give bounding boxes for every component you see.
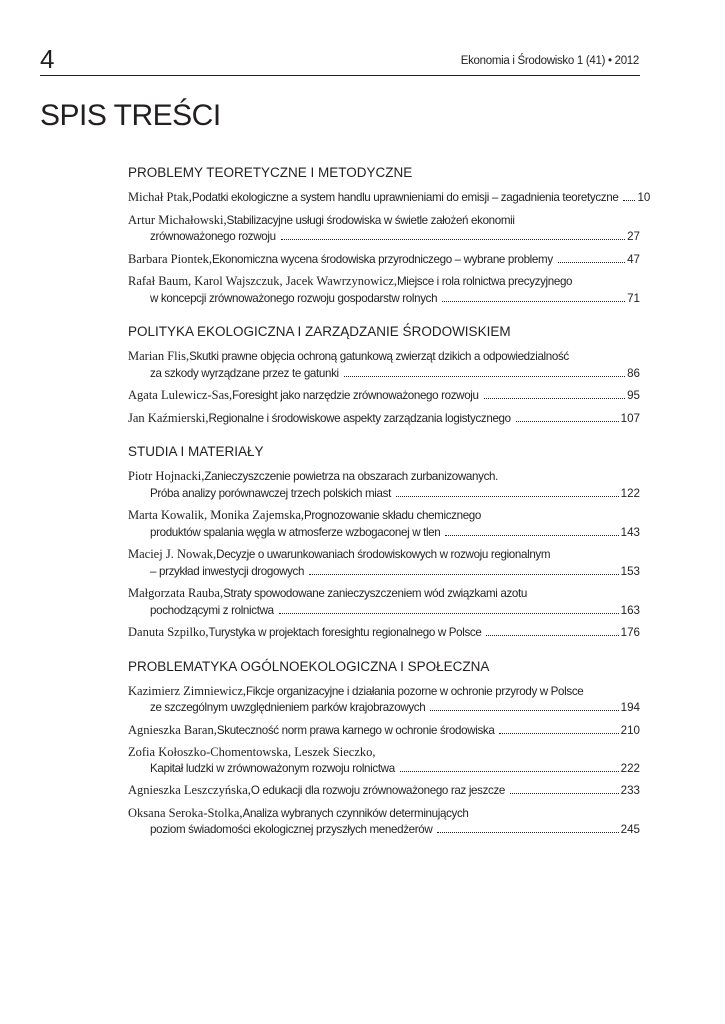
toc-entry[interactable] [128,585,640,619]
entry-title: Decyzje o uwarunkowaniach środowiskowych w rozwoju regionalnym [216,548,551,561]
entry-line [128,761,640,778]
entry-line [128,189,651,207]
toc-entry[interactable] [128,805,640,839]
entry-title: Skutki prawne objęcia ochroną gatunkową zwierząt dzikich a odpowiedzialność [189,350,569,363]
entry-authors: Zofia Kołoszko-Chomentowska, Leszek Sieczko, [128,745,376,759]
dot-leader [281,239,625,240]
dot-leader [309,574,619,575]
entry-authors: Marta Kowalik, Monika Zajemska, [128,508,304,522]
entry-line [128,486,640,503]
dot-leader [516,421,619,422]
entry-authors: Kazimierz Zimniewicz, [128,683,246,698]
entry-line [128,782,640,800]
dot-leader [344,376,625,377]
entry-page-number: 47 [627,252,640,266]
entry-line [128,603,640,620]
entry-page-number: 95 [627,389,640,402]
toc-entry[interactable] [128,683,640,717]
entry-line [128,564,640,581]
entry-page-number: 194 [620,701,640,714]
entry-line [128,744,640,761]
toc-entry[interactable] [128,782,640,800]
entry-line [128,273,640,291]
entry-page-number: 71 [627,291,640,305]
dot-leader [437,832,618,833]
page-number: 4 [40,44,55,74]
entry-page-number: 107 [620,411,640,425]
entry-page-number: 233 [620,784,640,797]
toc-entry[interactable] [128,273,640,307]
entry-title-continued: – przykład inwestycji drogowych [150,564,305,578]
entry-line [128,585,640,603]
toc-section [128,444,640,642]
dot-leader [400,771,619,772]
entry-authors: Maciej J. Nowak, [128,547,217,561]
section-title: PROBLEMATYKA OGÓLNOEKOLOGICZNA I SPOŁECZNA [128,658,490,674]
entry-page-number: 153 [620,564,640,578]
entry-page-number: 143 [620,525,640,539]
toc-section [128,324,640,427]
toc-entry[interactable] [128,189,651,207]
toc-section [128,659,640,839]
entry-page-number: 10 [637,191,651,204]
entry-title: Skuteczność norm prawa karnego w ochronie środowiska [216,723,495,737]
dot-leader [396,496,619,497]
entry-line [128,410,640,428]
entry-title-continued: za szkody wyrządzane przez te gatunki [150,366,339,380]
entry-title: Analiza wybranych czynników determinujących [242,806,469,820]
entry-title-continued: w koncepcji zrównoważonego rozwoju gospodarstw rolnych [150,291,438,305]
entry-line [128,387,640,405]
entry-line [128,624,640,642]
toc-entry[interactable] [128,212,640,246]
entry-authors: Danuta Szpilko, [128,625,209,639]
entry-line [128,525,640,542]
entry-title-continued: Kapitał ludzki w zrównoważonym rozwoju rolnictwa [150,761,395,775]
entry-line [128,683,640,701]
entry-title: Foresight jako narzędzie zrównoważonego rozwoju [232,389,479,402]
entry-title: Prognozowanie składu chemicznego [304,509,481,522]
entry-authors: Jan Kaźmierski, [128,410,209,425]
entry-line [128,212,640,230]
entry-authors: Marian Flis, [128,349,190,363]
dot-leader [558,262,625,263]
toc-entry[interactable] [128,348,640,382]
entry-line [128,251,640,269]
dot-leader [445,535,618,536]
entry-page-number: 122 [620,486,640,500]
entry-line [128,366,640,383]
dot-leader [484,398,625,399]
entry-title: O edukacji dla rozwoju zrównoważonego raz jeszcze [250,784,506,797]
entry-authors: Barbara Piontek, [128,251,213,266]
toc-entry[interactable] [128,410,640,428]
entry-line [128,291,640,308]
entry-authors: Artur Michałowski, [128,212,227,227]
entry-line [128,805,640,823]
entry-page-number: 245 [620,823,640,836]
entry-page-number: 27 [627,230,640,243]
entry-authors: Piotr Hojnacki, [128,469,205,483]
entry-page-number: 176 [620,626,640,639]
toc-entry[interactable] [128,722,640,740]
dot-leader [486,635,618,636]
entry-line [128,348,640,366]
toc-entry[interactable] [128,546,640,580]
entry-title-continued: pochodzącymi z rolnictwa [150,603,274,617]
journal-header: Ekonomia i Środowisko 1 (41) • 2012 [460,55,639,67]
table-of-contents [128,165,651,856]
entry-title: Straty spowodowane zanieczyszczeniem wód związkami azotu [223,587,527,600]
toc-entry[interactable] [128,744,640,777]
toc-entry[interactable] [128,387,640,405]
dot-leader [442,301,625,302]
entry-authors: Michał Ptak, [128,190,192,204]
dot-leader [510,793,619,794]
entry-title: Fikcje organizacyjne i działania pozorne w ochronie przyrody w Polsce [246,684,584,698]
entry-line [128,546,640,564]
entry-authors: Oksana Seroka-Stolka, [128,805,243,820]
entry-line [128,700,640,717]
entry-page-number: 210 [620,723,640,737]
entry-title: Podatki ekologiczne a system handlu uprawnieniami do emisji – zagadnienia teoretyczne [191,191,619,204]
entry-line [128,229,640,246]
entry-page-number: 222 [620,761,640,775]
toc-entry[interactable] [128,624,640,642]
dot-leader [623,200,635,201]
entry-line [128,468,640,486]
entry-title: Miejsce i rola rolnictwa precyzyjnego [396,275,573,288]
toc-entry[interactable] [128,507,640,541]
section-title: POLITYKA EKOLOGICZNA I ZARZĄDZANIE ŚRODOWISKIEM [128,324,511,339]
section-title: PROBLEMY TEORETYCZNE I METODYCZNE [128,165,413,180]
entry-authors: Agnieszka Leszczyńska, [128,783,251,797]
entry-title-continued: ze szczególnym uwzględnieniem parków krajobrazowych [150,701,426,714]
toc-section [128,165,651,307]
dot-leader [279,613,619,614]
header-rule [40,75,640,76]
toc-entry[interactable] [128,251,640,269]
entry-title-continued: Próba analizy porównawczej trzech polskich miast [150,486,391,500]
entry-title: Turystyka w projektach foresightu regionalnego w Polsce [208,626,482,639]
entry-line [128,822,640,839]
entry-authors: Małgorzata Rauba, [128,586,224,600]
entry-title-continued: produktów spalania węgla w atmosferze wzbogaconej w tlen [150,525,441,539]
entry-title: Regionalne i środowiskowe aspekty zarządzania logistycznego [208,411,511,425]
entry-title: Zanieczyszczenie powietrza na obszarach zurbanizowanych. [204,470,498,483]
entry-title-continued: zrównoważonego rozwoju [150,230,276,243]
entry-page-number: 163 [620,603,640,617]
entry-title: Stabilizacyjne usługi środowiska w świetle założeń ekonomii [226,213,515,227]
entry-title: Ekonomiczna wycena środowiska przyrodniczego – wybrane problemy [212,252,553,266]
dot-leader [430,710,618,711]
section-title: STUDIA I MATERIAŁY [128,444,264,459]
entry-authors: Agata Lulewicz-Sas, [128,388,233,402]
entry-page-number: 86 [627,366,640,380]
entry-line [128,507,640,525]
entry-line [128,722,640,740]
entry-authors: Agnieszka Baran, [128,722,217,737]
entry-title-continued: poziom świadomości ekologicznej przyszłych menedżerów [150,823,433,836]
page-title: SPIS TREŚCI [40,99,221,132]
toc-entry[interactable] [128,468,640,502]
entry-authors: Rafał Baum, Karol Wajszczuk, Jacek Wawrzynowicz, [128,274,397,288]
dot-leader [499,733,618,734]
